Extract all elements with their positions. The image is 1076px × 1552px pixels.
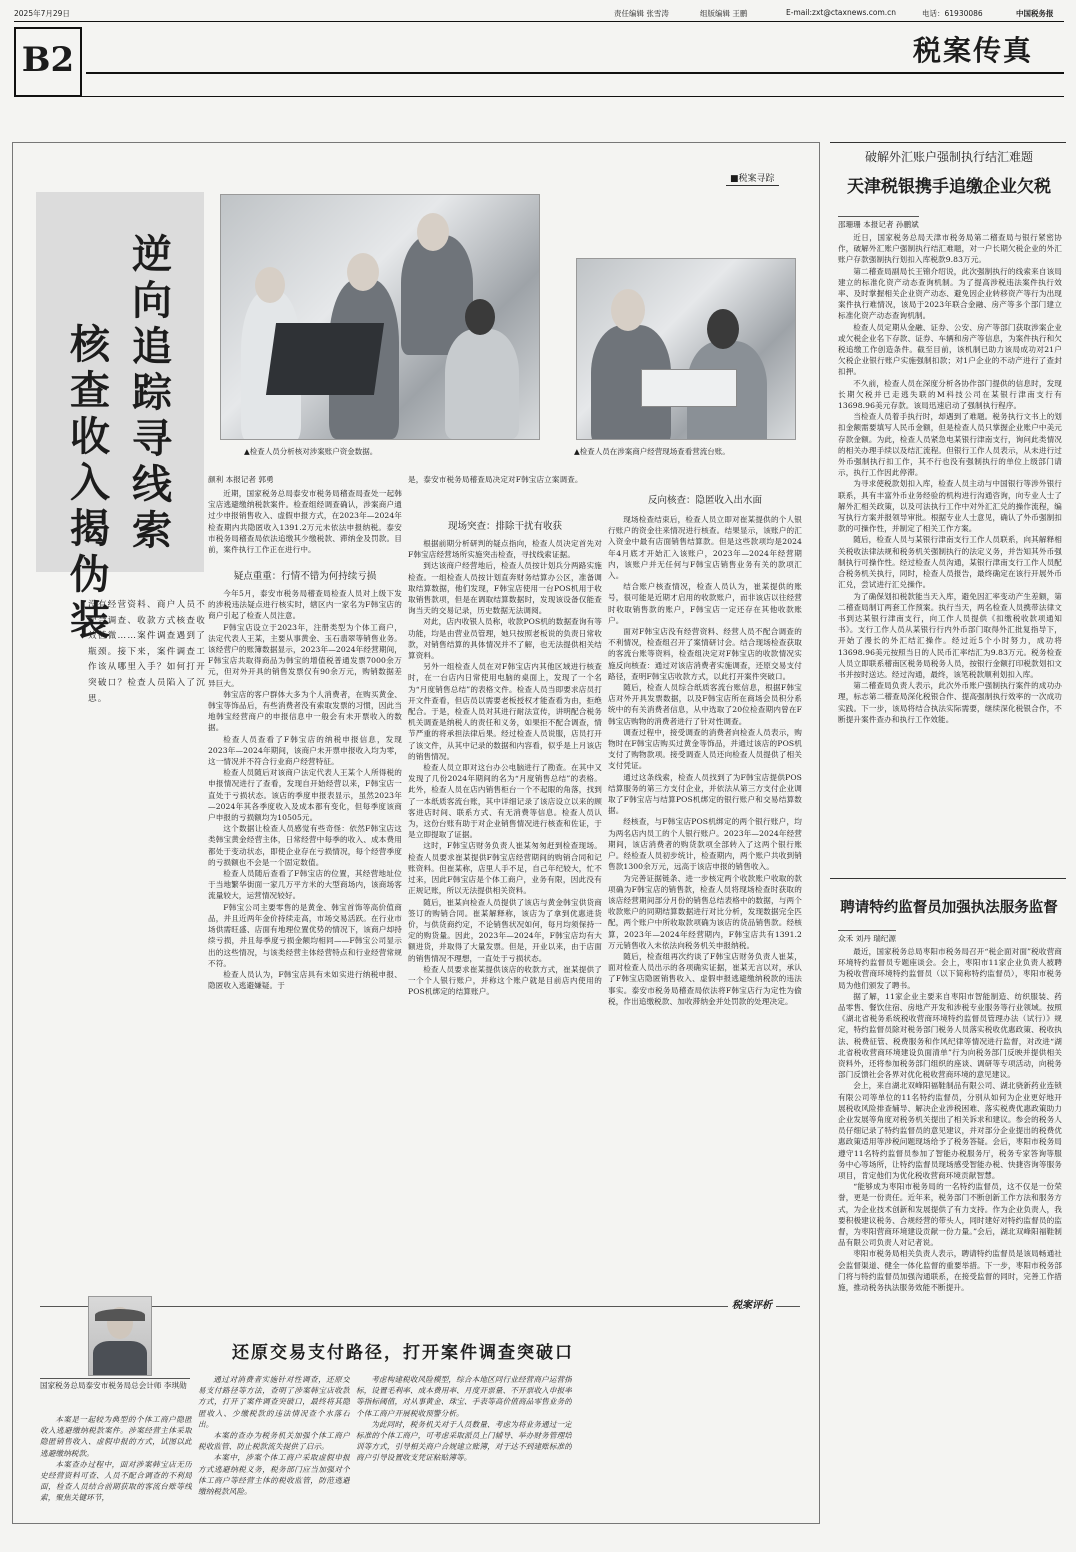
right-story1-body [838, 232, 1062, 868]
masthead-bar [14, 8, 1064, 22]
commentary-col1 [40, 1414, 192, 1514]
top-rule [14, 21, 1064, 22]
photo-tax-officers-laptop [220, 194, 540, 440]
paragraph: 检查人员随后对该商户法定代表人王某个人所得税的申报情况进行了查看，发现自开始经营以来，F韩宝店一直处于亏损状态。该店的季度申报表显示，虽然2023年—2024年其各季度收入及成本都有变化，但每季度该商户申报的亏损额均为10505元。 [208, 768, 402, 823]
commentary-tag: 税案评析 [728, 1296, 776, 1311]
paragraph: F韩宝公司主要零售的是黄金、韩宝首饰等高价值商品，并且近两年金价持续走高，市场交易活跃。在行业市场供需旺盛、店面有地理位置优势的情况下，该商户却持续亏损，并且每季度亏损金额均相同——F韩宝公司显示出的这些情况，与该类经营主体经营特点和行业经营常规不符。 [208, 902, 402, 968]
paragraph: 对此，店内收银人员称，收款POS机的数据查询有等功能，均是由营业员管理，她只按照老板说的负责日常收款，对销售结算的具体情况并不了解，也无法提供相关结算资料。 [408, 617, 602, 661]
paragraph: 检查人员立即对这台办公电脑进行了勘查。在其中又发现了几份2024年期间的名为“月度销售总结”的表格。此外，检查人员在店内销售柜台一个不起眼的角落，找到了一本纸质客流台账，其中详细记录了该店设立以来的顾客进店时间、联系方式、有无消费等信息。检查人员认为，这份台账有助于对企业销售情况进行核查和佐证，于是立即提取了证据。 [408, 763, 602, 840]
section-rule [86, 72, 1064, 74]
paragraph: 通过对消费者实施针对性调查，还原交易支付路径等方法，查明了涉案韩宝店收款方式，打开了案件调查突破口，最终将其隐匿收入、少缴税款的违法情况查个水落石出。 [198, 1375, 350, 1429]
paragraph: 据了解，11家企业主要来自枣阳市智能制造、纺织服装、药品零售、餐饮住宿、房地产开发和涉税专业服务等行业领域。按照《湖北省税务系统税收营商环境特约监督员管理办法（试行）》规定，特约监督员除对税务部门税务人员落实税收优惠政策、税收执法、税费征管、税费服务和作风纪律等情况进行监督，对改进“湖北省税收营商环境建设负面清单”行为向税务部门反映并提供相关资料外，还将参加税务部门组织的座谈、调研等专项活动，向税务部门反馈社会各界对优化税收营商环境的意见建议。 [838, 991, 1062, 1080]
main-col1-lead [208, 488, 402, 555]
story-intro-sidebar: 没有经营资料、商户人员不配合调查、收款方式核查收效甚微……案件调查遇到了瓶颈。接下来，案件调查工作该从哪里入手？如何打开突破口？检查人员陷入了沉思。 [88, 600, 206, 704]
commentary-col3 [356, 1374, 572, 1514]
main-col2-lead [408, 474, 602, 485]
paragraph: 为此同时，税务机关对于人员数量、考虑为将业务通过一定标准的个体工商户，可考虑采取派员上门辅导、举办财务管理培训等方式，引导相关商户合规建立账簿，对于达不到建账标准的商户引导设置收支凭证粘贴簿等。 [356, 1419, 572, 1463]
paragraph: 最近，国家税务总局枣阳市税务局召开“税企面对面”税收营商环境特约监督员专题座谈会。会上，枣阳市11家企业负责人被聘为税收营商环境特约监督员（以下简称特约监督员），枣阳市税务局为他们颁发了聘书。 [838, 947, 1062, 990]
paragraph: 现场检查结束后，检查人员立即对崔某提供的个人银行账户的资金往来情况进行核查。结果显示，该账户的汇入资金中最有店面销售结算款。但是这些款项均是2024年4月底才开始汇入该账户，2023年—2024年经营期内，该账户并无任何与F韩宝店销售业务有关的款项汇入。 [608, 515, 802, 581]
right-story1-byline: 邵珊珊 本报记者 孙鹏斌 [838, 216, 919, 230]
paragraph: 检查人员要求崔某提供该店的收款方式，崔某提供了一个个人银行账户，并称这个账户就是目前店内使用的POS机绑定的结算账户。 [408, 964, 602, 997]
commentator-credit: 国家税务总局泰安市税务局总会计师 李琪勋 [40, 1378, 190, 1391]
paragraph: 通过这条线索，检查人员找到了为F韩宝店提供POS结算服务的第三方支付企业，并依法从第三方支付企业调取了F韩宝店与结算POS机绑定的银行账户和交易结算数据。 [608, 772, 802, 816]
right-story1-kicker: 破解外汇账户强制执行结汇难题 [864, 150, 1033, 164]
commentary-title: 还原交易支付路径，打开案件调查突破口 [232, 1343, 574, 1363]
headline-line2: 核查收入揭伪装 [70, 321, 110, 644]
main-col2-body [408, 538, 602, 1302]
paragraph: 检查人员随后查看了F韩宝店的位置，其经营地址位于当地繁华街面一家几万平方米的大型商场内，该商场客流量较大，运营情况较好。 [208, 869, 402, 901]
photo-officers-ledger [576, 258, 796, 440]
main-col1-body [208, 588, 402, 1302]
commentary-col2 [198, 1374, 350, 1514]
paragraph: 第二稽查局副局长王锦介绍说，此次强制执行的线索来自该局建立的标准化资产动态查询机制。为了提高涉税违法案件执行效率、及时掌握相关企业资产动态、避免因企业转移资产等行为出现案件执行难情况，该局于2023年联合金融、房产等多个部门建立标准化资产动态查询机制。 [838, 266, 1062, 321]
paragraph: 今年5月，泰安市税务局稽查局检查人员对上级下发的涉税违法疑点进行核实时，辖区内一家名为F韩宝店的商户引起了检查人员注意。 [208, 589, 402, 621]
editor-email[interactable]: E-mail:zxt@ctaxnews.com.cn [786, 8, 897, 17]
paragraph: 检查人员认为，F韩宝店具有未如实进行纳税申报、隐匿收入逃避嫌疑。于 [208, 969, 402, 991]
subhead-onsite-check: 现场突查：排除干扰有收获 [447, 521, 562, 532]
paragraph: 为了确保划扣税款能当天入库，避免因汇率变动产生差额，第二稽查局制订两套工作预案。执行当天，两名检查人员携带法律文书到达某银行津南支行，向工作人员提供《扣缴税收款项通知书》。支行工作人员从某银行行内外币部门取得外汇批复指导下，开始了漫长的外汇结汇操作。经过近5个小时努力，成功将13698.96美元按照当日的人民币汇率结汇为9.83万元。税务检查人员立即联系稽南区税务局税务人员，按银行金额打印税款划扣文书并按时送达。经过沟通，最终，该笔税款顺利划扣入库。 [838, 591, 1062, 679]
right-story1-title: 天津税银携手追缴企业欠税 [847, 177, 1051, 197]
story-tag: ■税案寻踪 [726, 170, 779, 186]
section-rule-thin [14, 96, 1064, 97]
paragraph: 近期，国家税务总局泰安市税务局稽查局查处一起韩宝店逃避缴纳税款案件。检查组经调查确认，涉案商户通过少申报销售收入、虚假申报方式，在2023年—2024年检查期内共隐匿收入1391.2万元未依法申报纳税。泰安市税务局稽查局依法追缴其少缴税款、滞纳金及罚款。目前，案件执行工作正在进行中。 [208, 489, 402, 555]
paragraph: 这个数据让检查人员感觉有些奇怪：依然F韩宝店这类韩宝黄金经营主体，日常经营中每季的收入、成本费用都处于变动状态，即使企业存在亏损情况，每个经营季度的亏损额也不会是一个固定数值。 [208, 824, 402, 867]
right-story2-body [838, 946, 1062, 1520]
paragraph: 结合账户核查情况，检查人员认为，崔某提供的账号，很可能是近期才启用的收款账户，而非该店以往经营时收取销售款的账户，F韩宝店一定还存在其他收款账户。 [608, 582, 802, 625]
paragraph: 另外一组检查人员在对F韩宝店内其他区域进行核查时，在一台店内日常使用电脑的桌面上，发现了一个名为“月度销售总结”的表格文件。检查人员当即要求店员打开文件查看，但店员以需要老板授权才能查看为由，拒绝配合。于是，检查人员对其进行耐法宣传，讲明配合税务机关调查是纳税人的责任和义务，如果拒不配合调查，情节严重的将承担法律后果。经过检查人员说服，店员打开了该文件，从其中记录的数据和内容看，似乎是上月该店的销售情况。 [408, 662, 602, 761]
paragraph: 检查人员查看了F韩宝店的纳税申报信息，发现2023年—2024年期间，该商户未开票申报收入均为零，这一情况并不符合行业商户经营特征。 [208, 734, 402, 767]
photo2-caption: ▲检查人员在涉案商户经营现场查看营流台账。 [574, 447, 730, 456]
paragraph: 随后，检查人员综合纸质客流台账信息，根据F韩宝店对外开具发票数据，以及F韩宝店所在商场会员积分系统中的有关消费者信息，从中选取了20位检查期内曾在F韩宝店购物的消费者进行了针对性调查。 [608, 683, 802, 726]
paragraph: 本案中，涉案个体工商户采取虚假申报方式逃避纳税义务，税务部门应当加强对个体工商户等经营主体的税收监管，防范逃避缴纳税款风险。 [198, 1453, 350, 1497]
paragraph: 会上，来自湖北双峰阳福鞋制品有限公司、湖北骁新药业连锁有限公司等单位的11名特约监督员，分别从如何为企业更好地开展税收风险排查辅导、解决企业涉税困难、落实税费优惠政策助力企业发展等角度对税务机关提出了相关诉求和建议。参会的税务人员仔细记录了特约监督员的意见建议，并对部分企业提出的税费优惠政策适用等涉税问题现场给予了税务答疑。会后，枣阳市税务局遵守11名特约监督员参加了智能办税服务厅，税务专家答询等服务中心等场所，让特约监督员现场感受智能办税、快捷咨询等服务项目，肯定他们为优化税收营商环境贡献智慧。 [838, 1081, 1062, 1181]
paragraph: 调查过程中，接受调查的消费者向检查人员表示，购物时在F韩宝店购买过黄金等饰品，并通过该店的POS机支付了购物款项。接受调查人员还向检查人员提供了相关支付凭证。 [608, 727, 802, 771]
paragraph: 当检查人员着手执行时，却遇到了难题。税务执行文书上的划扣金额需要填写人民币金额，但是检查人员只掌握企业账户中美元存款金额。为此，检查人员紧急电某银行津南支行，询问此类情况的相关办理手续以及结汇流程。但银行工作人员表示，从未进行过外币强制执行扣工作，其不行也没有强制执行的单位上级部门请示，执行工作因此停滞。 [838, 412, 1062, 478]
paragraph: 考虑构建税收风险模型，综合本地区同行业经营商户运营指标，设置毛利率、成本费用率、月度开票量、不开票收入申报率等指标阈值，对从事黄金、珠宝、手表等高价值商品零售业务的个体工商户开展税收预警分析。 [356, 1375, 572, 1418]
paper-name: 中国税务报 [1016, 9, 1054, 18]
paragraph: 这时，F韩宝店财务负责人崔某匆匆赶到检查现场。检查人员要求崔某提供F韩宝店经营期间的购销合同和记账资料。但崔某称，店里人手不足，自己年纪较大，忙不过来，因此F韩宝店是个体工商户，业务有限，因此没有正规记账，所以无法提供相关资料。 [408, 841, 602, 896]
paragraph: 到达该商户经营地后，检查人员按计划兵分两路实施检查。一组检查人员按计划直奔财务结算办公区，准备调取结算数据，他们发现，F韩宝店使用一台POS机用于收取销售款项，但是在调取结算数据时，发现该设备仅能查询当天的交易记录，历史数据无法调阅。 [408, 561, 602, 616]
main-byline: 颜利 本报记者 郭勇 [208, 475, 274, 484]
issue-date: 2025年7月29日 [14, 9, 70, 18]
headline-line1: 逆向追踪寻线索 [132, 231, 172, 554]
subhead-reverse-check: 反向核查：隐匿收入出水面 [647, 495, 762, 506]
paragraph: 随后，崔某向检查人员提供了该店与黄金韩宝供货商签订的购销合同。崔某解释称，该店为了拿到优惠进货价，与供货商约定，不论销售状况如何，每月均须保持一定的购货量。因此，2023年—2024年，F韩宝店均有大额进货，并取得了大量发票。但是，开业以来，由于店面的销售情况不理想，一直处于亏损状态。 [408, 897, 602, 963]
main-col3-body [608, 514, 802, 1302]
paragraph: 韩宝店的客户群体大多为个人消费者，在购买黄金、韩宝等饰品后，有些消费者没有索取发票的习惯，因此当地韩宝经营商户的申报信息中一般会有未开票收入的数据。 [208, 689, 402, 733]
paragraph: 为完善证据链条、进一步核定两个收款账户收取的款项确为F韩宝店的销售款，检查人员将现场检查时获取的该店经营期间部分月份的销售总结表格中的数据，与两个收款账户的同期结算数据进行对比分析，发现数据完全匹配，两个账户中所收取款项确为该店的货品销售款。经核算，2023年—2024年经营期内，F韩宝店共有1391.2万元销售收入未依法向税务机关申报纳税。 [608, 873, 802, 950]
editor-phone: 电话：61930086 [922, 9, 983, 18]
paragraph: 不久前，检查人员在深度分析各协作部门提供的信息时，发现长期欠税并已走逃失联的M科技公司在某银行津南支行有13698.96美元存款。该局迅速启动了强制执行程序。 [838, 378, 1062, 411]
right-top-rule [830, 142, 1066, 143]
page-code: B2 [21, 40, 75, 80]
paragraph: 检查人员定期从金融、证券、公安、房产等部门获取涉案企业或欠税企业名下存款、证券、车辆和房产等信息，为案件执行和欠税追缴工作创造条件。截至目前，该机制已助力该局成功对21户欠税企业银行账户实施强制扣款；对1户企业的不动产进行了查封扣押。 [838, 322, 1062, 377]
paragraph: 是，泰安市税务局稽查局决定对F韩宝店立案调查。 [408, 475, 583, 484]
paragraph: 经核查，与F韩宝店POS机绑定的两个银行账户，均为两名店内员工的个人银行账户。2023年—2024年经营期间，该店消费者的购货款项全部转入了这两个银行账户。经检查人员初步统计，检查期内，两个账户共收到销售款1300余万元，远高于该店申报的销售收入。 [608, 817, 802, 872]
paragraph: 面对F韩宝店没有经营资料、经营人员不配合调查的不利情况，检查组召开了案情研讨会。结合现场检查获取的客流台账等资料，检查组决定对F韩宝店的收款情况实施反向核查：通过对该店消费者实施调查，还原交易支付路径，查明F韩宝店收款方式，以此打开案件突破口。 [608, 627, 802, 681]
right-story2-title: 聘请特约监督员加强执法服务监督 [840, 899, 1058, 916]
paragraph: F韩宝店设立于2023年，注册类型为个体工商户，法定代表人王某，主要从事黄金、玉石翡翠等销售业务。该经营户的账簿数据显示，2023年—2024年经营期间，F韩宝店共取得商品为韩宝的增值税普通发票7000余万元，但对外开具的销售发票仅有90余万元，购销数据差异巨大。 [208, 622, 402, 688]
section-title: 税案传真 [912, 34, 1033, 67]
commentator-photo [88, 1296, 152, 1376]
paragraph: 枣阳市税务局相关负责人表示，聘请特约监督员是该局畅通社会监督渠道、健全一体化监督的重要举措。下一步，枣阳市税务部门将与特约监督员加强沟通联系，在接受监督的同时，完善工作措施，推动税务执法服务效能不断提升。 [838, 1249, 1062, 1293]
right-story2-byline: 众禾 刘丹 瑞纪源 [838, 930, 896, 944]
paragraph: 第二稽查局负责人表示，此次外币账户强制执行案件的成功办理，标志第二稽查局深化税银合作、提高强制执行效率的一次成功实践。下一步，该局将结合执法实际需要，继续深化税银合作，不断提升案件查办和执行工作效能。 [838, 681, 1062, 724]
headline-block [36, 192, 204, 644]
paragraph: 本案的查办为税务机关加强个体工商户税收监管、防止税款流失提供了启示。 [198, 1431, 350, 1452]
page-code-box [14, 27, 82, 97]
subhead-suspicion: 疑点重重：行情不错为何持续亏损 [233, 571, 377, 582]
paragraph: 根据前期分析研判的疑点指向，检查人员决定首先对F韩宝店经营场所实施突击检查，寻找线索证据。 [408, 539, 602, 560]
paragraph: 本案是一起较为典型的个体工商户隐匿收入逃避缴纳税款案件。涉案经营主体采取隐匿销售收入、虚假申报的方式，试图以此逃避缴纳税款。 [40, 1415, 192, 1458]
commentary-rule [40, 1306, 800, 1307]
layout-editor: 组版编辑 王鹏 [700, 9, 748, 18]
paragraph: 近日，国家税务总局天津市税务局第二稽查局与银行紧密协作，破解外汇账户强制执行结汇难题，对一户长期欠税企业的外汇账户存款强制执行划扣入库税款9.83万元。 [838, 233, 1062, 265]
photo1-caption: ▲检查人员分析核对涉案账户资金数据。 [244, 447, 378, 456]
paragraph: 随后，检查组再次约谈了F韩宝店财务负责人崔某，面对检查人员出示的各项确实证据，崔某无言以对，承认了F韩宝店隐匿销售收入、虚假申报逃避缴纳税款的违法事实。泰安市税务局稽查局依法将F韩宝店行为定性为偷税，作出追缴税款、加收滞纳金并处罚款的处理决定。 [608, 951, 802, 1006]
paragraph: 为寻求使税款划扣入库，检查人员主动与中国银行等涉外银行联系，具有丰富外币业务经验的机构进行沟通咨询，向专业人士了解外汇相关政策，以及可法执行工作中对外汇汇兑的操作流程，编写执行方案并报领导审批。根据专业人士意见，确认了外币强制扣款的可操作性，并制定了相关工作方案。 [838, 479, 1062, 534]
responsible-editor: 责任编辑 张雪涛 [614, 9, 669, 18]
right-mid-rule [830, 878, 1066, 879]
paragraph: 本案查办过程中，面对涉案韩宝店无历史经营资料可查、人员不配合调查的不利局面，检查人员结合前期获取的客流台账等线索，聚焦关键环节， [40, 1459, 192, 1503]
paragraph: 随后，检查人员与某银行津南支行工作人员联系，向其解释相关税收法律法规和税务机关强制执行的法定义务，并告知其外币强制执行可操作性。经过检查人员沟通，某银行津南支行工作人员配合税务机关执行，同时，检查人员报告，最终确定在该行开展外币汇兑，尝试进行汇兑操作。 [838, 535, 1062, 590]
paragraph: “能够成为枣阳市税务局的一名特约监督员，这不仅是一份荣誉，更是一份责任。近年来，税务部门不断创新工作方法和服务方式，为企业技术创新和发展提供了有力支持。作为企业负责人，我要积极建议税务、合规经营的带头人，同时建好对特约监督员的监督，为枣阳营商环境建设贡献一份力量。”会后，湖北双峰阳福鞋制品有限公司负责人对记者说。 [838, 1182, 1062, 1248]
